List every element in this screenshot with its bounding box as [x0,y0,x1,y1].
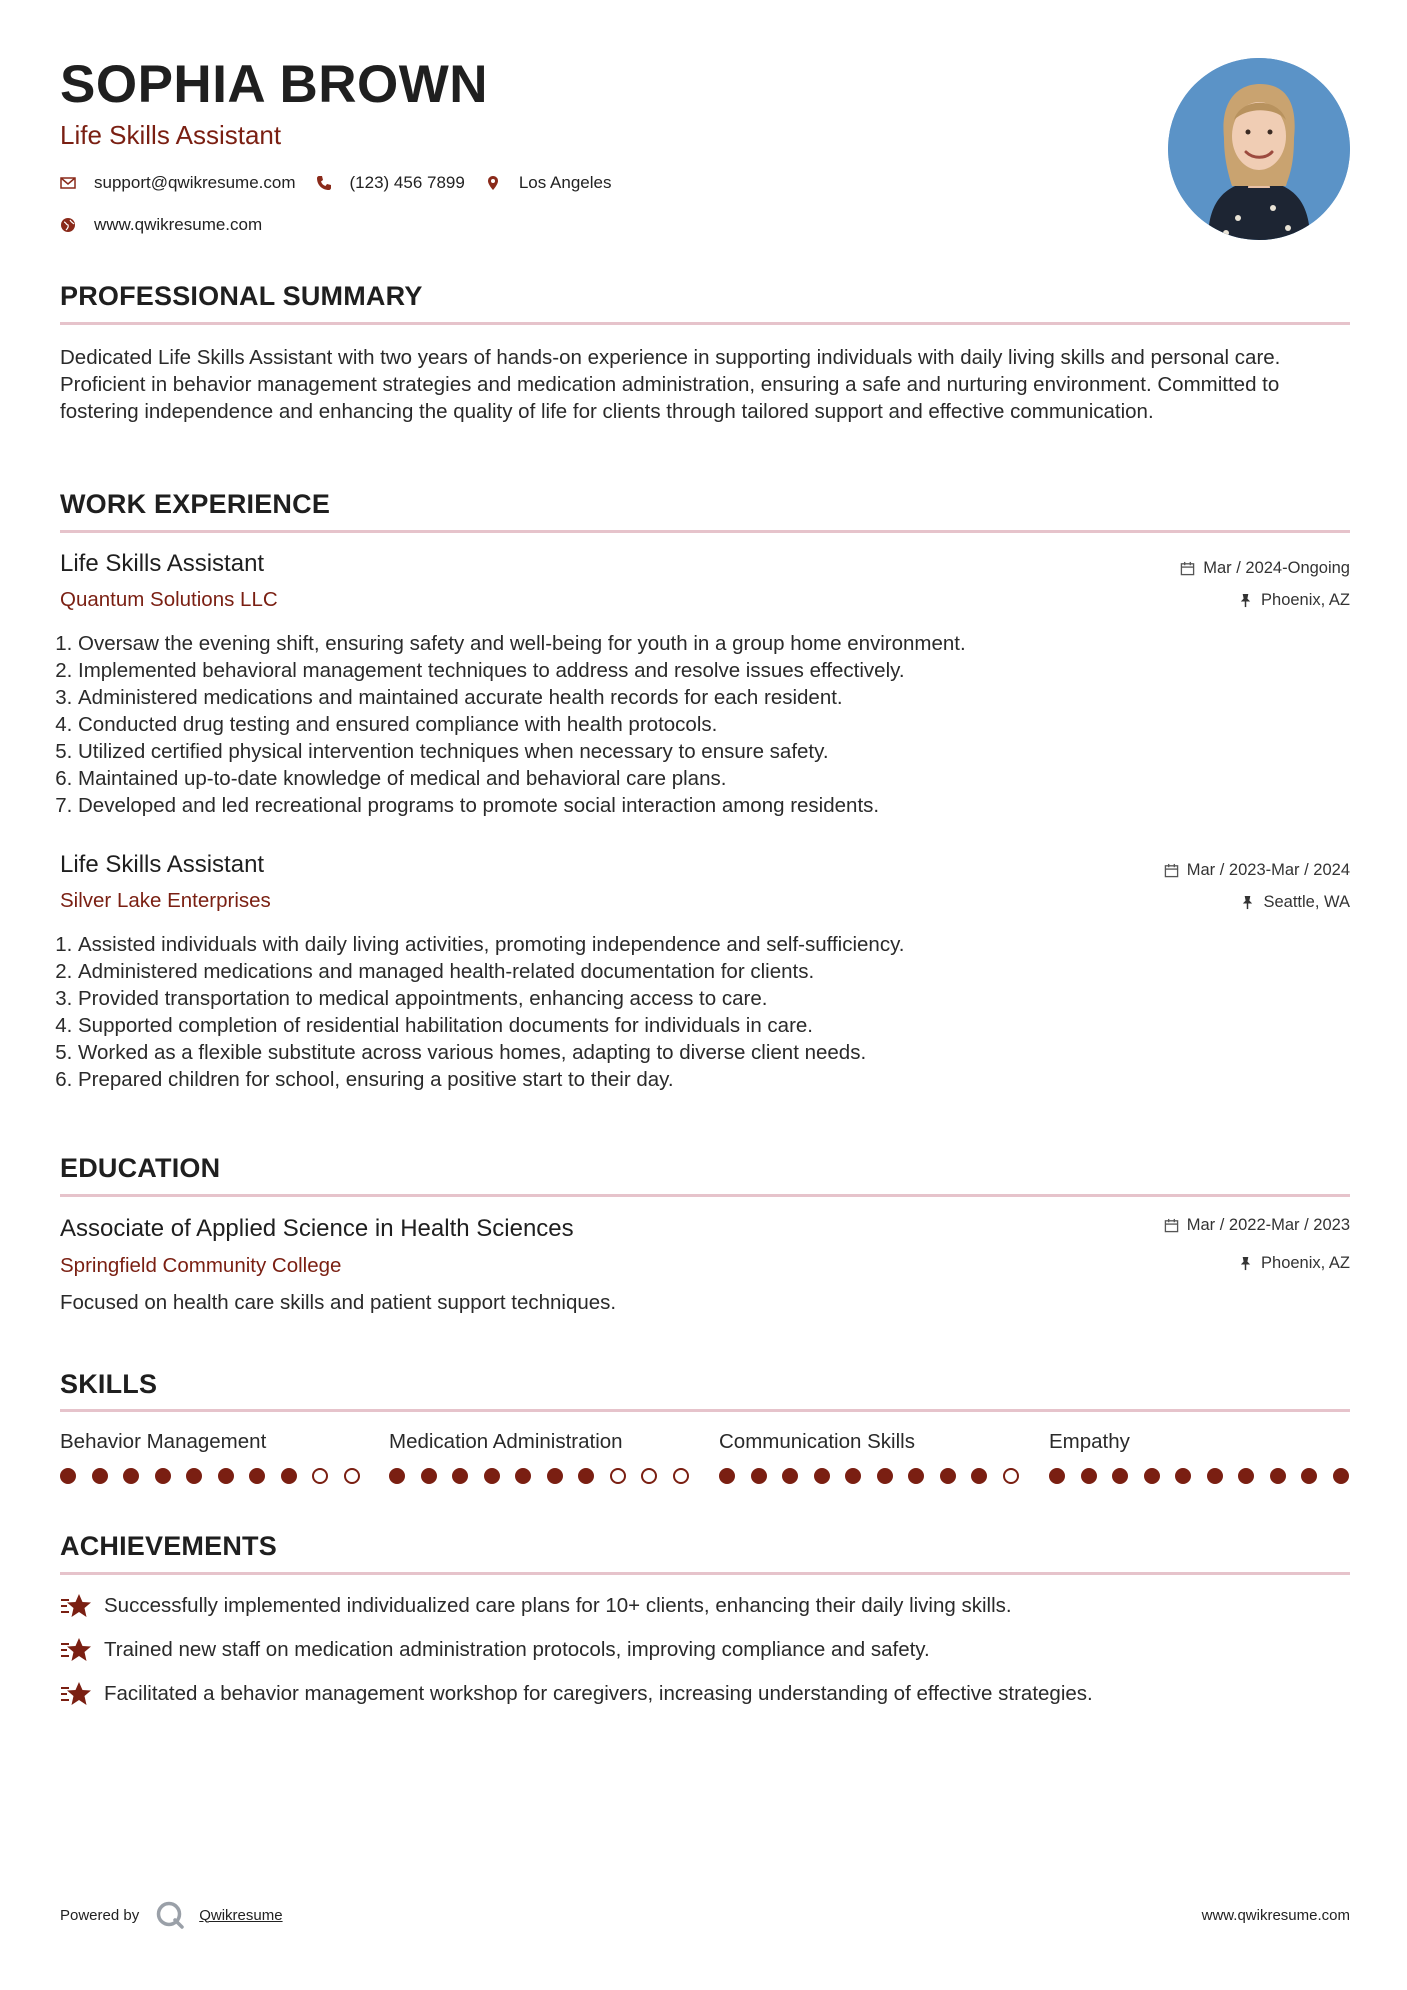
list-item: 6. Prepared children for school, ensuring a positive start to their day. [78,1066,905,1093]
rating-dot-filled [218,1468,234,1484]
pushpin-icon [1238,1256,1253,1271]
skill-name: Empathy [1049,1430,1130,1453]
job-2-dates-text: Mar / 2023-Mar / 2024 [1186,861,1350,879]
globe-icon [60,217,76,233]
website-text: www.qwikresume.com [94,215,263,234]
job-1-dates-text: Mar / 2024-Ongoing [1203,559,1350,577]
phone-text: (123) 456 7899 [349,173,465,192]
candidate-role: Life Skills Assistant [60,120,282,150]
rating-dot-filled [1207,1468,1223,1484]
list-item: 5. Utilized certified physical intervention techniques when necessary to ensure safety. [78,738,966,765]
education-school: Springfield Community College [60,1254,342,1277]
rating-dot-filled [940,1468,956,1484]
list-item: 7. Developed and led recreational programs to promote social interaction among residents. [78,792,966,819]
qwikresume-logo-icon [155,1900,185,1930]
education-location-text: Phoenix, AZ [1261,1254,1350,1272]
star-icon [60,1680,92,1708]
map-pin-icon [485,175,501,191]
rating-dot-filled [92,1468,108,1484]
job-1-dates [1180,559,1350,578]
list-item: 1. Oversaw the evening shift, ensuring safety and well-being for youth in a group home environment. [78,630,966,657]
rating-dot-filled [1081,1468,1097,1484]
rating-dot-filled [484,1468,500,1484]
rating-dot-filled [908,1468,924,1484]
job-1-bullets [60,630,966,819]
education-location [1238,1254,1350,1273]
calendar-icon [1164,1218,1179,1233]
rating-dot-filled [1144,1468,1160,1484]
summary-heading: PROFESSIONAL SUMMARY [60,281,423,311]
job-2-dates [1164,861,1350,880]
skill-name: Behavior Management [60,1430,267,1453]
resume-page [60,0,1350,1990]
achievement-text: Trained new staff on medication administration protocols, improving compliance and safety. [104,1638,930,1661]
contact-website[interactable] [60,215,262,235]
rating-dot-filled [845,1468,861,1484]
rating-dot-filled [452,1468,468,1484]
job-2-title: Life Skills Assistant [60,851,265,878]
brand-link[interactable]: Qwikresume [199,1906,283,1924]
achievement-item [60,1592,1012,1620]
candidate-name: SOPHIA BROWN [60,55,489,114]
job-1-company: Quantum Solutions LLC [60,588,278,611]
summary-text: Dedicated Life Skills Assistant with two years of hands-on experience in supporting individuals with daily living skills and personal care. Proficient in behavior management strategies and medication administration, ensuring a safe and nurturing environment. Committed to fostering independence and enhancing the quality of life for clients through tailored support and effective communication. [60,346,1281,423]
rating-dot-filled [515,1468,531,1484]
rating-dot-empty [344,1468,360,1484]
skill-rating [719,1468,1019,1484]
rating-dot-empty [312,1468,328,1484]
skill-rating [60,1468,360,1484]
footer-powered-by [60,1900,283,1930]
rating-dot-filled [719,1468,735,1484]
rating-dot-empty [610,1468,626,1484]
skills-heading: SKILLS [60,1369,158,1399]
list-item: 1. Assisted individuals with daily living activities, promoting independence and self-sufficiency. [78,931,905,958]
experience-heading: WORK EXPERIENCE [60,489,331,519]
rating-dot-filled [1049,1468,1065,1484]
rating-dot-empty [673,1468,689,1484]
rating-dot-filled [1238,1468,1254,1484]
rating-dot-empty [1003,1468,1019,1484]
pushpin-icon [1240,895,1255,910]
rating-dot-filled [547,1468,563,1484]
job-2-bullets [60,931,905,1093]
rating-dot-filled [186,1468,202,1484]
contact-phone[interactable] [316,173,465,193]
star-icon [60,1592,92,1620]
job-2-location [1240,893,1350,912]
achievement-text: Facilitated a behavior management workshop for caregivers, increasing understanding of effective strategies. [104,1682,1093,1705]
experience-divider [60,530,1350,533]
envelope-icon [60,175,76,191]
contact-location [485,173,612,193]
skill-3 [719,1430,1019,1484]
job-2-location-text: Seattle, WA [1263,893,1350,911]
calendar-icon [1164,863,1179,878]
list-item: 6. Maintained up-to-date knowledge of medical and behavioral care plans. [78,765,966,792]
rating-dot-filled [1270,1468,1286,1484]
skill-name: Medication Administration [389,1430,623,1453]
calendar-icon [1180,561,1195,576]
education-degree: Associate of Applied Science in Health Sciences [60,1215,574,1242]
list-item: 2. Administered medications and managed health-related documentation for clients. [78,958,905,985]
rating-dot-filled [60,1468,76,1484]
pushpin-icon [1238,593,1253,608]
rating-dot-filled [1112,1468,1128,1484]
rating-dot-filled [877,1468,893,1484]
rating-dot-filled [249,1468,265,1484]
footer-website[interactable]: www.qwikresume.com [1201,1907,1350,1924]
rating-dot-filled [1333,1468,1349,1484]
education-description: Focused on health care skills and patient support techniques. [60,1291,617,1314]
job-1-title: Life Skills Assistant [60,550,265,577]
education-divider [60,1194,1350,1197]
skill-name: Communication Skills [719,1430,915,1453]
rating-dot-filled [1175,1468,1191,1484]
job-2-company: Silver Lake Enterprises [60,889,271,912]
achievements-heading: ACHIEVEMENTS [60,1531,277,1561]
location-text: Los Angeles [518,173,612,192]
rating-dot-filled [1301,1468,1317,1484]
rating-dot-filled [123,1468,139,1484]
star-icon [60,1636,92,1664]
list-item: 5. Worked as a flexible substitute across various homes, adapting to diverse client needs. [78,1039,905,1066]
skills-divider [60,1409,1350,1412]
rating-dot-filled [155,1468,171,1484]
contact-email[interactable] [60,173,296,193]
rating-dot-filled [751,1468,767,1484]
list-item: 3. Administered medications and maintained accurate health records for each resident. [78,684,966,711]
rating-dot-filled [578,1468,594,1484]
achievement-item [60,1680,1093,1708]
rating-dot-filled [421,1468,437,1484]
rating-dot-filled [281,1468,297,1484]
skill-2 [389,1430,689,1484]
education-dates-text: Mar / 2022-Mar / 2023 [1186,1216,1350,1234]
skill-rating [389,1468,689,1484]
skill-1 [60,1430,360,1484]
job-1-location [1238,591,1350,610]
education-heading: EDUCATION [60,1153,221,1183]
rating-dot-filled [971,1468,987,1484]
job-1-location-text: Phoenix, AZ [1261,591,1350,609]
achievement-text: Successfully implemented individualized care plans for 10+ clients, enhancing their daily living skills. [104,1594,1012,1617]
contact-row-secondary [60,215,282,235]
achievement-item [60,1636,930,1664]
list-item: 2. Implemented behavioral management techniques to address and resolve issues effectively. [78,657,966,684]
rating-dot-filled [389,1468,405,1484]
list-item: 4. Supported completion of residential habilitation documents for individuals in care. [78,1012,905,1039]
contact-row-primary [60,173,631,193]
rating-dot-filled [782,1468,798,1484]
rating-dot-empty [641,1468,657,1484]
powered-by-text: Powered by [60,1906,140,1924]
skill-4 [1049,1430,1349,1484]
summary-divider [60,322,1350,325]
education-dates [1164,1216,1350,1235]
achievements-divider [60,1572,1350,1575]
list-item: 4. Conducted drug testing and ensured compliance with health protocols. [78,711,966,738]
rating-dot-filled [814,1468,830,1484]
email-text: support@qwikresume.com [94,173,296,192]
skill-rating [1049,1468,1349,1484]
phone-icon [316,175,332,191]
profile-photo [1168,58,1350,240]
list-item: 3. Provided transportation to medical appointments, enhancing access to care. [78,985,905,1012]
